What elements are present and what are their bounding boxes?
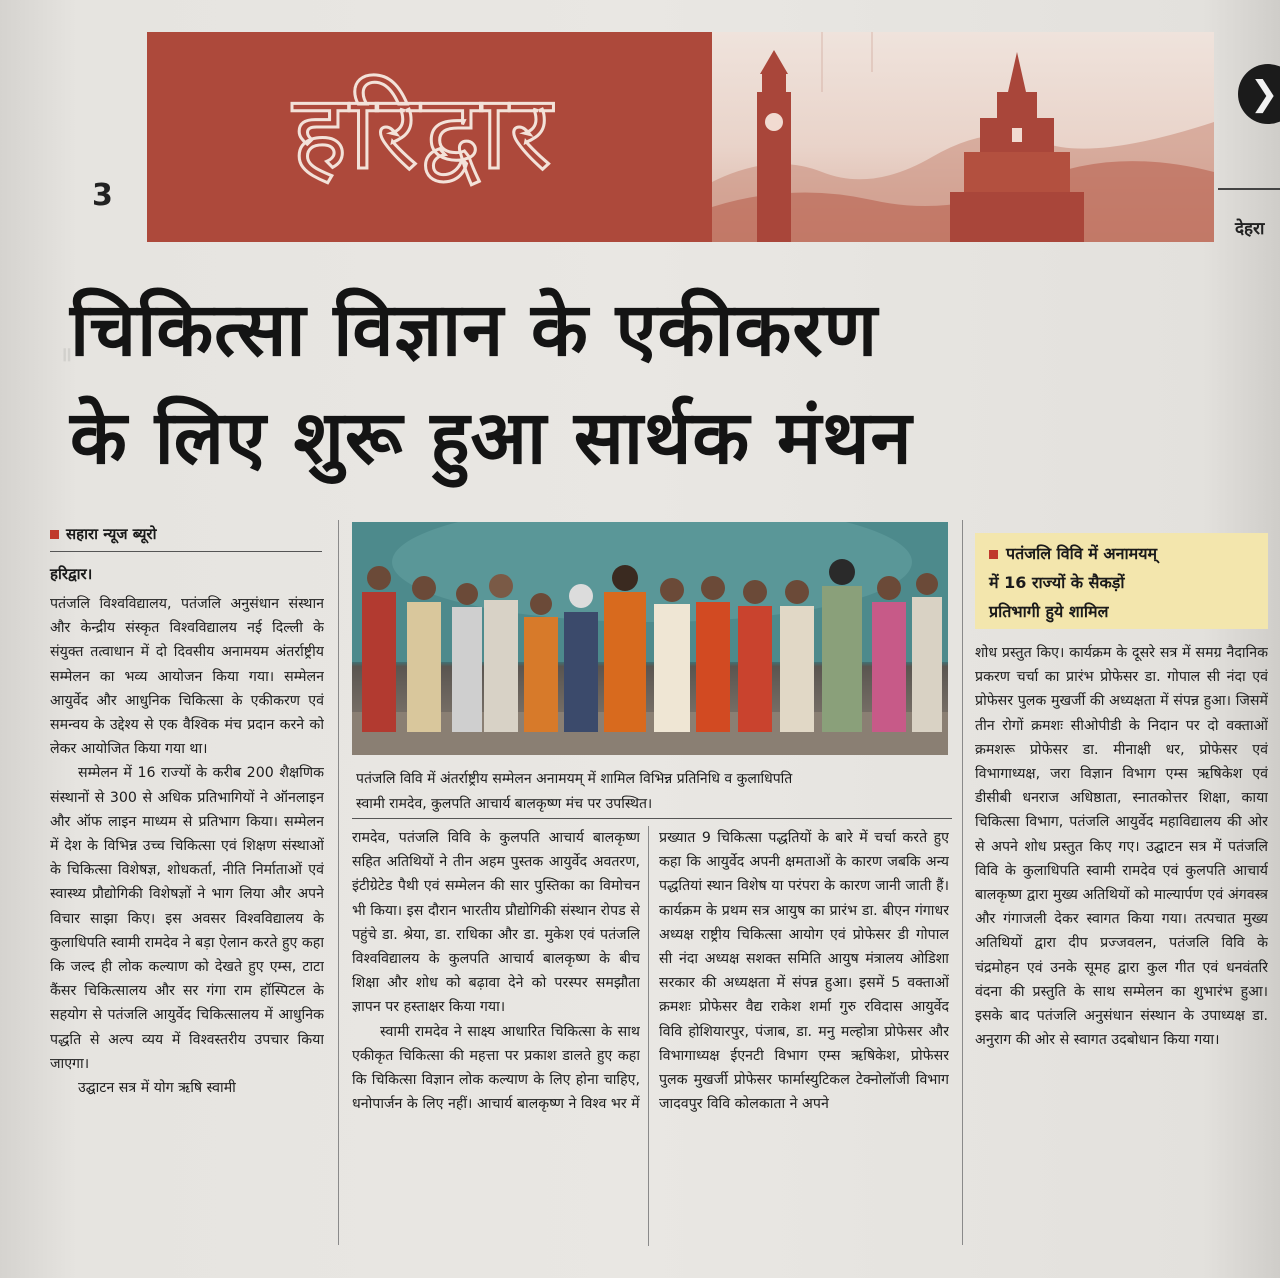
headline-line-2: के लिए शुरू हुआ सार्थक मंथन: [70, 395, 913, 481]
paragraph: शोध प्रस्तुत किए। कार्यक्रम के दूसरे सत्र में समग्र नैदानिक प्रकरण चर्चा का प्रारंभ प्रोफेसर डा. गोपाल सी नंदा एवं प्रोफेसर पुलक मुखर्जी की अध्यक्षता में संपन्न हुआ। जिसमें तीन रोगों क्रमशः सीओपीडी के निदान पर दो वक्ताओं क्रमशरू प्रोफेसर डा. मीनाक्षी धर, प्रोफेसर एवं विभागाध्यक्ष, जरा विज्ञान विभाग एम्स ऋषिकेश एवं डीसीबी धनराज अधिष्ठाता, स्नातकोत्तर शिक्षा, काया चिकित्सा विभाग, पतंजलि आयुर्वेद महाविद्यालय की ओर से अपने शोध प्रस्तुत किए गए। उद्घाटन सत्र में पतंजलि विवि के कुलाधिपति स्वामी रामदेव एवं कुलपति आचार्य बालकृष्ण द्वारा मुख्य अतिथियों को माल्यार्पण एवं अंगवस्त्र और गंगाजली देकर स्वागत किया गया। तत्पचात मुख्य अतिथियों द्वारा दीप प्रज्जवलन, पतंजलि विवि के चंद्रमोहन एवं उनके सूमह द्वारा कुल गीत एवं धनवंतरि वंदना की प्रस्तुति के साथ सम्मेलन का शुभारंभ हुआ। इसके बाद पतंजलि अनुसंधान संस्थान के उपाध्यक्ष डा. अनुराग की ओर से स्वागत उदबोधान किया गया।: [975, 645, 1268, 1049]
main-headline: [70, 276, 1250, 492]
paragraph: सम्मेलन में 16 राज्यों के करीब 200 शैक्षणिक संस्थानों से 300 से अधिक प्रतिभागियों ने ऑनलाइन और ऑफ लाइन माध्यम से प्रतिभाग किया। सम्मेलन में देश के विभिन्न उच्च चिकित्सा एवं शिक्षण संस्थाओं के चिकित्सा विशेषज्ञ, शोधकर्ता, नीति निर्माताओं एवं स्वास्थ्य प्रौद्योगिकी विशेषज्ञों ने भाग लिया और अपने विचार साझा किए। इस अवसर विश्वविद्यालय के कुलाधिपति स्वामी रामदेव ने बड़ा ऐलान करते हुए कहा कि जल्द ही लोक कल्याण को देखते हुए एम्स, टाटा कैंसर चिकित्सालय और सर गंगा राम हॉस्पिटल के सहयोग से पतंजलि आयुर्वेद चिकित्सालय में आधुनिक पद्धति से अल्प व्यय में विश्वस्तरीय उपचार किया जाएगा।: [50, 765, 324, 1072]
article-column-1: [50, 592, 324, 1242]
article-column-3: [659, 826, 949, 1246]
column-divider: [962, 520, 963, 1245]
haridwar-skyline-illustration: [712, 32, 1214, 242]
paragraph: प्रख्यात 9 चिकित्सा पद्धतियों के बारे में चर्चा करते हुए कहा कि आयुर्वेद अपनी क्षमताओं के कारण जबकि अन्य पद्धतियां स्थान विशेष या परंपरा के कारण जानी जाती हैं। कार्यक्रम के प्रथम सत्र आयुष का प्रारंभ डा. बीएन गंगाधर अध्यक्ष राष्ट्रीय चिकित्सा आयोग एवं प्रोफेसर डी गोपाल सी नंदा अध्यक्ष सशक्त समिति आयुष मंत्रालय ओडिशा सरकार की अध्यक्षता में संपन्न हुआ। इसमें 5 वक्ताओं क्रमशः प्रोफेसर वैद्य राकेश शर्मा गुरु रविदास आयुर्वेद विवि होशियारपुर, पंजाब, डा. मनु मल्होत्रा प्रोफेसर और विभागाध्यक्ष ईएनटी विभाग एम्स ऋषिकेश, प्रोफेसर पुलक मुखर्जी प्रोफेसर फार्मास्युटिकल टेक्नोलॉजी विभाग जादवपुर विवि कोलकाता ने अपने: [659, 830, 949, 1113]
byline-divider: [50, 551, 322, 552]
paragraph: उद्घाटन सत्र में योग ऋषि स्वामी: [78, 1080, 236, 1097]
bullet-square-icon: [50, 530, 59, 539]
masthead-title: हरिद्वार: [292, 71, 554, 193]
byline: [50, 524, 156, 544]
highlight-line-3: प्रतिभागी हुये शामिल: [989, 602, 1109, 621]
dateline: हरिद्वार।: [50, 565, 93, 583]
paragraph: रामदेव, पतंजलि विवि के कुलपति आचार्य बालकृष्ण सहित अतिथियों ने तीन अहम पुस्तक आयुर्वेद अवतरण, इंटीग्रेटेड पैथी एवं सम्मेलन की सार पुस्तिका का विमोचन भी किया। इस दौरान भारतीय प्रौद्योगिकी संस्थान रोपड से पहुंचे डा. श्रेया, डा. राधिका और डा. मुकेश एवं पतंजलि विश्वविद्यालय के कुलपति आचार्य बालकृष्ण के बीच शिक्षा और शोध को बढ़ावा देने को परस्पर समझौता ज्ञापन पर हस्ताक्षर किया गया।: [352, 830, 640, 1016]
article-column-2: [352, 826, 640, 1246]
page-number: 3: [92, 178, 113, 213]
caption-divider: [352, 818, 952, 819]
masthead-divider: [1218, 188, 1280, 190]
headline-line-1: चिकित्सा विज्ञान के एकीकरण: [70, 287, 879, 373]
bullet-square-icon: [989, 550, 998, 559]
brand-logo-icon: ❯: [1238, 64, 1280, 124]
caption-line-1: पतंजलि विवि में अंतर्राष्ट्रीय सम्मेलन अनामयम् में शामिल विभिन्न प्रतिनिधि व कुलाधिपति: [356, 771, 793, 787]
stage-people-illustration: [352, 522, 948, 755]
paragraph: स्वामी रामदेव ने साक्ष्य आधारित चिकित्सा के साथ एकीकृत चिकित्सा की महत्ता पर प्रकाश डालते हुए कहा कि चिकित्सा विज्ञान लोक कल्याण के लिए होना चाहिए, धनोपार्जन के लिए नहीं। आचार्य बालकृष्ण ने विश्व भर में: [352, 1023, 640, 1113]
highlight-line-1: [989, 539, 1260, 568]
highlight-line-2: में 16 राज्यों के सैकड़ों: [989, 573, 1125, 592]
event-photo: [352, 522, 948, 755]
caption-line-2: स्वामी रामदेव, कुलपति आचार्य बालकृष्ण मंच पर उपस्थित।: [356, 796, 653, 812]
edition-city: देहरा: [1235, 219, 1265, 239]
article-column-4: [975, 641, 1268, 1241]
highlight-box: [975, 533, 1268, 629]
photo-caption: [356, 767, 946, 817]
paragraph: पतंजलि विश्वविद्यालय, पतंजलि अनुसंधान संस्थान और केन्द्रीय संस्कृत विश्वविद्यालय नई दिल्ली के संयुक्त तत्वाधान में दो दिवसीय अनामयम अंतर्राष्ट्रीय सम्मेलन का भव्य आयोजन किया गया। सम्मेलन आयुर्वेद और आधुनिक चिकित्सा के एकीकरण एवं समन्वय के उद्देश्य से एक वैश्विक मंच प्रदान करने को लेकर आयोजित किया गया था।: [50, 596, 324, 758]
column-divider: [338, 520, 339, 1245]
ghost-text: ॥: [60, 342, 72, 366]
highlight-text: पतंजलि विवि में अनामयम्: [1006, 544, 1158, 563]
column-divider: [648, 826, 649, 1246]
byline-text: सहारा न्यूज ब्यूरो: [66, 525, 157, 543]
